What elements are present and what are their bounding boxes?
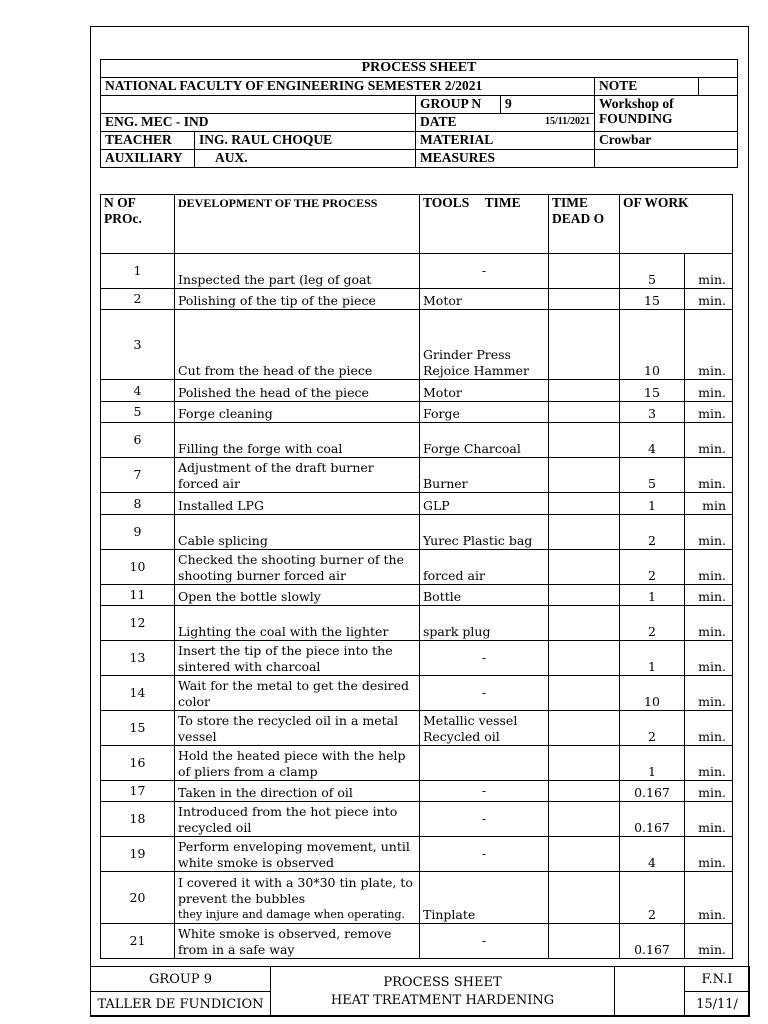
step-dead-time (549, 585, 620, 606)
step-tools: - (420, 837, 549, 872)
step-number: 17 (101, 781, 175, 802)
step-work-time: 0.167 (620, 924, 685, 959)
table-row (101, 550, 733, 585)
footer-blank (615, 967, 685, 1017)
teacher-value: ING. RAUL CHOQUE (195, 132, 416, 150)
table-row (101, 289, 733, 310)
step-number: 7 (101, 458, 175, 493)
step-description: Wait for the metal to get the desired color (175, 676, 420, 711)
step-number: 9 (101, 515, 175, 550)
table-row (101, 924, 733, 959)
step-tools: Tinplate (420, 872, 549, 924)
step-tools: Motor (420, 289, 549, 310)
step-unit: min. (685, 746, 733, 781)
step-dead-time (549, 924, 620, 959)
step-description: Checked the shooting burner of the shooting burner forced air (175, 550, 420, 585)
step-number: 19 (101, 837, 175, 872)
step-number: 5 (101, 402, 175, 423)
step-description: Perform enveloping movement, until white smoke is observed (175, 837, 420, 872)
table-row (101, 458, 733, 493)
step-dead-time (549, 550, 620, 585)
col-time-dead: TIME DEAD O (549, 195, 620, 254)
step-unit: min. (685, 289, 733, 310)
table-row (101, 585, 733, 606)
step-number: 3 (101, 310, 175, 380)
step-dead-time (549, 711, 620, 746)
step-dead-time (549, 380, 620, 402)
material-label: MATERIAL (416, 132, 595, 150)
table-header-row (101, 195, 733, 254)
step-tools: Yurec Plastic bag (420, 515, 549, 550)
step-unit: min. (685, 711, 733, 746)
step-description: Polishing of the tip of the piece (175, 289, 420, 310)
table-row (101, 310, 733, 380)
step-tools: forced air (420, 550, 549, 585)
step-unit: min. (685, 802, 733, 837)
step-description: White smoke is observed, remove from in a safe way (175, 924, 420, 959)
table-row (101, 802, 733, 837)
step-dead-time (549, 402, 620, 423)
blank-cell (101, 96, 416, 114)
auxiliary-value: AUX. (195, 150, 416, 168)
step-tools: Burner (420, 458, 549, 493)
step-dead-time (549, 837, 620, 872)
step-tools: spark plug (420, 606, 549, 641)
step-number: 2 (101, 289, 175, 310)
step-dead-time (549, 781, 620, 802)
step-number: 18 (101, 802, 175, 837)
step-tools: Bottle (420, 585, 549, 606)
table-row (101, 423, 733, 458)
group-label: GROUP N (420, 96, 482, 111)
step-description: Forge cleaning (175, 402, 420, 423)
step-work-time: 1 (620, 585, 685, 606)
table-row (101, 402, 733, 423)
step-tools: GLP (420, 493, 549, 515)
step-work-time: 4 (620, 837, 685, 872)
step-work-time: 5 (620, 458, 685, 493)
step-tools: Motor (420, 380, 549, 402)
step-number: 12 (101, 606, 175, 641)
step-dead-time (549, 676, 620, 711)
step-tools: - (420, 924, 549, 959)
step-description: Introduced from the hot piece into recycled oil (175, 802, 420, 837)
step-description: To store the recycled oil in a metal vessel (175, 711, 420, 746)
step-description: Hold the heated piece with the help of pliers from a clamp (175, 746, 420, 781)
date-value: 15/11/2021 (544, 116, 590, 127)
step-dead-time (549, 254, 620, 289)
step-number: 6 (101, 423, 175, 458)
step-unit: min. (685, 872, 733, 924)
step-number: 14 (101, 676, 175, 711)
step-number: 15 (101, 711, 175, 746)
workshop-note: Workshop of FOUNDING (595, 96, 738, 132)
step-unit: min. (685, 676, 733, 711)
step-work-time: 1 (620, 641, 685, 676)
step-unit: min. (685, 402, 733, 423)
step-dead-time (549, 606, 620, 641)
step-tools: - (420, 676, 549, 711)
table-row (101, 606, 733, 641)
step-description: Insert the tip of the piece into the sintered with charcoal (175, 641, 420, 676)
step-tools: Forge Charcoal (420, 423, 549, 458)
footer-institution: F.N.I (685, 967, 750, 992)
step-tools: Grinder Press Rejoice Hammer (420, 310, 549, 380)
step-number: 21 (101, 924, 175, 959)
note-value (699, 78, 738, 96)
teacher-label: TEACHER (101, 132, 195, 150)
step-dead-time (549, 493, 620, 515)
step-dead-time (549, 423, 620, 458)
step-number: 13 (101, 641, 175, 676)
step-tools: - (420, 641, 549, 676)
col-time: TIME (484, 195, 521, 210)
auxiliary-label: AUXILIARY (101, 150, 195, 168)
step-tools: - (420, 254, 549, 289)
footer-workshop: TALLER DE FUNDICION (91, 992, 271, 1017)
footer-sheet-title: PROCESS SHEET (383, 974, 502, 990)
col-number: N OF PROc. (101, 195, 175, 254)
step-dead-time (549, 746, 620, 781)
step-work-time: 1 (620, 746, 685, 781)
col-development: DEVELOPMENT OF THE PROCESS (175, 195, 420, 254)
step-work-time: 2 (620, 606, 685, 641)
step-description: Cut from the head of the piece (175, 310, 420, 380)
step-unit: min. (685, 641, 733, 676)
step-unit: min. (685, 423, 733, 458)
step-unit: min. (685, 254, 733, 289)
sheet-title: PROCESS SHEET (101, 60, 738, 78)
col-tools: TOOLS (423, 195, 470, 210)
step-dead-time (549, 310, 620, 380)
step-work-time: 2 (620, 872, 685, 924)
step-description: Cable splicing (175, 515, 420, 550)
step-work-time: 0.167 (620, 781, 685, 802)
step-dead-time (549, 515, 620, 550)
col-of-work: OF WORK (620, 195, 733, 254)
table-row (101, 676, 733, 711)
table-row (101, 380, 733, 402)
date-label: DATE (420, 114, 457, 129)
step-tools (420, 746, 549, 781)
step-description: I covered it with a 30*30 tin plate, to prevent the bubbles (178, 875, 413, 906)
step-work-time: 3 (620, 402, 685, 423)
step-work-time: 10 (620, 676, 685, 711)
step-work-time: 10 (620, 310, 685, 380)
step-description: Installed LPG (175, 493, 420, 515)
step-tools: - (420, 781, 549, 802)
step-work-time: 15 (620, 289, 685, 310)
step-work-time: 2 (620, 711, 685, 746)
step-work-time: 0.167 (620, 802, 685, 837)
table-row (101, 711, 733, 746)
table-row (101, 872, 733, 924)
footer-table (90, 966, 750, 1017)
step-unit: min. (685, 458, 733, 493)
career: ENG. MEC - IND (101, 114, 416, 132)
step-description: Open the bottle slowly (175, 585, 420, 606)
table-row (101, 641, 733, 676)
step-unit: min. (685, 585, 733, 606)
step-unit: min. (685, 781, 733, 802)
table-row (101, 493, 733, 515)
table-row (101, 515, 733, 550)
step-work-time: 2 (620, 515, 685, 550)
step-unit: min. (685, 924, 733, 959)
step-tools: Metallic vessel Recycled oil (420, 711, 549, 746)
step-work-time: 1 (620, 493, 685, 515)
step-unit: min. (685, 310, 733, 380)
step-number: 10 (101, 550, 175, 585)
footer-group: GROUP 9 (91, 967, 271, 992)
step-dead-time (549, 872, 620, 924)
step-work-time: 2 (620, 550, 685, 585)
step-number: 16 (101, 746, 175, 781)
step-unit: min. (685, 837, 733, 872)
group-value: 9 (500, 96, 512, 113)
step-number: 4 (101, 380, 175, 402)
table-row (101, 746, 733, 781)
step-number: 8 (101, 493, 175, 515)
step-number: 11 (101, 585, 175, 606)
table-row (101, 254, 733, 289)
step-number: 20 (101, 872, 175, 924)
table-row (101, 781, 733, 802)
measures-label: MEASURES (416, 150, 595, 168)
step-description-note: they injure and damage when operating. (178, 908, 406, 921)
note-label: NOTE (595, 78, 699, 96)
step-description: Inspected the part (leg of goat (175, 254, 420, 289)
step-description: Polished the head of the piece (175, 380, 420, 402)
step-tools: - (420, 802, 549, 837)
process-table (100, 194, 733, 959)
step-description: Adjustment of the draft burner forced air (175, 458, 420, 493)
footer-date: 15/11/ (685, 992, 750, 1017)
footer-sheet-subtitle: HEAT TREATMENT HARDENING (330, 992, 555, 1008)
step-description: Lighting the coal with the lighter (175, 606, 420, 641)
step-unit: min (685, 493, 733, 515)
material-value: Crowbar (595, 132, 738, 150)
step-dead-time (549, 802, 620, 837)
table-row (101, 837, 733, 872)
header-table (100, 59, 738, 168)
step-number: 1 (101, 254, 175, 289)
step-tools: Forge (420, 402, 549, 423)
step-dead-time (549, 458, 620, 493)
step-dead-time (549, 289, 620, 310)
step-work-time: 4 (620, 423, 685, 458)
step-description: Filling the forge with coal (175, 423, 420, 458)
step-work-time: 15 (620, 380, 685, 402)
faculty-name: NATIONAL FACULTY OF ENGINEERING SEMESTER 2/2021 (101, 78, 595, 96)
measures-value (595, 150, 738, 168)
step-unit: min. (685, 515, 733, 550)
step-work-time: 5 (620, 254, 685, 289)
step-dead-time (549, 641, 620, 676)
step-unit: min. (685, 550, 733, 585)
step-description: Taken in the direction of oil (175, 781, 420, 802)
step-unit: min. (685, 380, 733, 402)
step-unit: min. (685, 606, 733, 641)
